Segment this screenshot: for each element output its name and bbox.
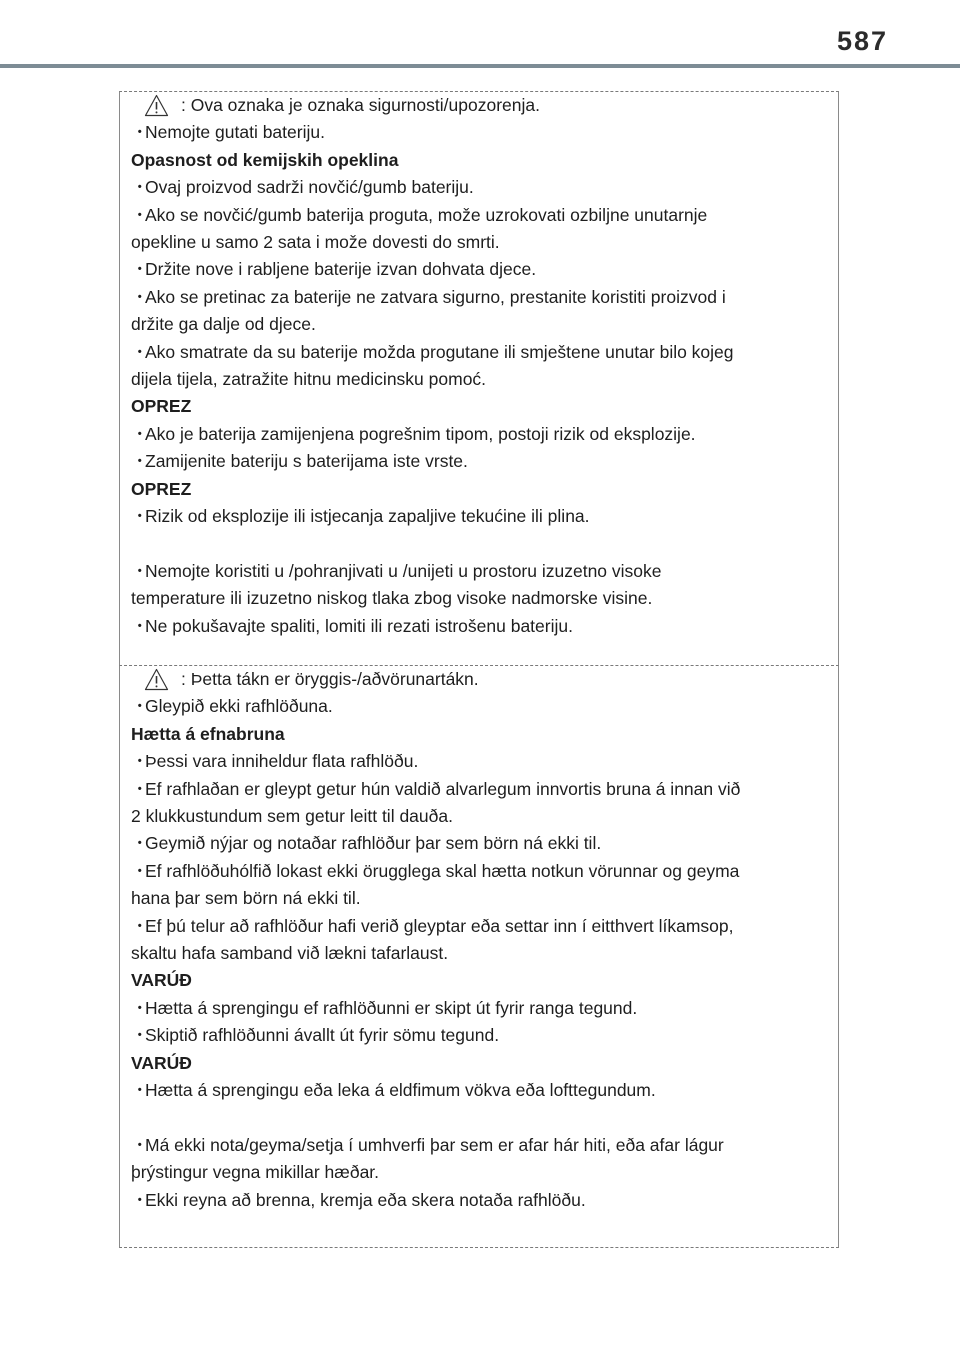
- line-text: Nemojte koristiti u /pohranjivati u /unijeti u prostoru izuzetno visoke: [145, 560, 662, 581]
- heading-text: [131, 1050, 824, 1077]
- bullet-marker: ・: [131, 286, 149, 307]
- item-text-line: [131, 448, 824, 475]
- list-item: [131, 421, 824, 448]
- line-text: OPREZ: [131, 478, 192, 499]
- list-item: [131, 913, 824, 968]
- list-item: [131, 558, 824, 613]
- list-item: [131, 693, 824, 720]
- item-text-line: [131, 1022, 824, 1049]
- bullet-marker: ・: [131, 177, 149, 198]
- item-text-line: [131, 830, 824, 857]
- line-text: Þessi vara inniheldur flata rafhlöðu.: [145, 751, 419, 772]
- line-text: Hætta á sprengingu eða leka á eldfimum vökva eða lofttegundum.: [145, 1080, 656, 1101]
- line-text: Ekki reyna að brenna, kremja eða skera notaða rafhlöðu.: [145, 1189, 586, 1210]
- item-text-line: [131, 885, 824, 912]
- line-text: temperature ili izuzetno niskog tlaka zbog visoke nadmorske visine.: [131, 588, 653, 609]
- line-text: Ako se pretinac za baterije ne zatvara sigurno, prestanite koristiti proizvod i: [145, 286, 726, 307]
- bullet-marker: ・: [131, 833, 149, 854]
- line-text: Hætta á sprengingu ef rafhlöðunni er skipt út fyrir ranga tegund.: [145, 997, 638, 1018]
- list-item: [131, 830, 824, 857]
- blank-line: [131, 531, 824, 558]
- item-text-line: [131, 256, 824, 283]
- bullet-marker: ・: [131, 560, 149, 581]
- item-text-line: [131, 913, 824, 940]
- list-item: [131, 1022, 824, 1049]
- bullet-marker: ・: [131, 615, 149, 636]
- line-text: skaltu hafa samband við lækni tafarlaust.: [131, 943, 449, 964]
- line-text: Ef þú telur að rafhlöður hafi verið gleyptar eða settar inn í eitthvert líkamsop,: [145, 915, 734, 936]
- line-text: Držite nove i rabljene baterije izvan dohvata djece.: [145, 259, 537, 280]
- item-text-line: [131, 202, 824, 229]
- line-text: Rizik od eksplozije ili istjecanja zapaljive tekućine ili plina.: [145, 506, 590, 527]
- line-text: Ne pokušavajte spaliti, lomiti ili rezati istrošenu bateriju.: [145, 615, 573, 636]
- item-text-line: [131, 1132, 824, 1159]
- list-item: [131, 448, 824, 475]
- line-text: Ovaj proizvod sadrži novčić/gumb bateriju.: [145, 177, 474, 198]
- list-item: [131, 119, 824, 146]
- list-item: [131, 748, 824, 775]
- bullet-marker: ・: [131, 1134, 149, 1155]
- header-rule: [0, 64, 960, 68]
- line-text: držite ga dalje od djece.: [131, 314, 316, 335]
- line-text: Geymið nýjar og notaðar rafhlöður þar sem börn ná ekki til.: [145, 833, 602, 854]
- item-text-line: [131, 421, 824, 448]
- warning-triangle-icon: [144, 668, 169, 691]
- croatian-safety-notice: [119, 91, 839, 666]
- list-item: [131, 613, 824, 640]
- heading-text: [131, 147, 824, 174]
- line-text: Skiptið rafhlöðunni ávallt út fyrir sömu tegund.: [145, 1025, 500, 1046]
- line-text: Ako je baterija zamijenjena pogrešnim tipom, postoji rizik od eksplozije.: [145, 423, 696, 444]
- list-item: [131, 503, 824, 530]
- item-text-line: [131, 1187, 824, 1214]
- line-text: Hætta á efnabruna: [131, 723, 285, 744]
- icelandic-safety-notice: [119, 666, 839, 1248]
- line-text: Opasnost od kemijskih opeklina: [131, 149, 399, 170]
- list-item: [131, 995, 824, 1022]
- bullet-marker: ・: [131, 122, 149, 143]
- heading-text: [131, 721, 824, 748]
- item-text-line: [131, 613, 824, 640]
- symbol-explanation-text: : Ova oznaka je oznaka sigurnosti/upozorenja.: [181, 95, 540, 115]
- item-text-line: [131, 503, 824, 530]
- item-text-line: [131, 119, 824, 146]
- bullet-marker: ・: [131, 204, 149, 225]
- list-item: [131, 858, 824, 913]
- warning-triangle-icon: [144, 94, 169, 117]
- item-text-line: [131, 284, 824, 311]
- list-item: [131, 1187, 824, 1214]
- page-number: 587: [836, 26, 888, 56]
- blank-line: [131, 1105, 824, 1132]
- item-text-line: [131, 366, 824, 393]
- heading-text: [131, 967, 824, 994]
- bullet-marker: ・: [131, 1025, 149, 1046]
- list-item: [131, 1077, 824, 1104]
- line-text: Ako se novčić/gumb baterija proguta, može uzrokovati ozbiljne unutarnje: [145, 204, 708, 225]
- item-text-line: [131, 803, 824, 830]
- bullet-marker: ・: [131, 997, 149, 1018]
- line-text: Nemojte gutati bateriju.: [145, 122, 325, 143]
- bullet-marker: ・: [131, 915, 149, 936]
- bullet-marker: ・: [131, 451, 149, 472]
- item-text-line: [131, 1159, 824, 1186]
- symbol-explanation-text: : Þetta tákn er öryggis-/aðvörunartákn.: [181, 669, 479, 689]
- line-text: OPREZ: [131, 396, 192, 417]
- symbol-explanation: [144, 92, 824, 119]
- list-item: [131, 1132, 824, 1187]
- item-text-line: [131, 339, 824, 366]
- bullet-marker: ・: [131, 506, 149, 527]
- item-text-line: [131, 693, 824, 720]
- list-item: [131, 174, 824, 201]
- line-text: dijela tijela, zatražite hitnu medicinsku pomoć.: [131, 369, 487, 390]
- item-text-line: [131, 858, 824, 885]
- item-text-line: [131, 174, 824, 201]
- symbol-explanation: [144, 666, 824, 693]
- line-text: VARÚÐ: [131, 970, 192, 991]
- list-item: [131, 256, 824, 283]
- heading-text: [131, 476, 824, 503]
- line-text: opekline u samo 2 sata i može dovesti do smrti.: [131, 232, 500, 253]
- item-text-line: [131, 748, 824, 775]
- list-item: [131, 339, 824, 394]
- bullet-marker: ・: [131, 860, 149, 881]
- bullet-marker: ・: [131, 778, 149, 799]
- section-heading: [131, 967, 824, 994]
- list-item: [131, 776, 824, 831]
- heading-text: [131, 393, 824, 420]
- list-item: [131, 202, 824, 257]
- bullet-marker: ・: [131, 751, 149, 772]
- bullet-marker: ・: [131, 341, 149, 362]
- item-text-line: [131, 229, 824, 256]
- item-text-line: [131, 558, 824, 585]
- line-text: Zamijenite bateriju s baterijama iste vrste.: [145, 451, 468, 472]
- item-text-line: [131, 995, 824, 1022]
- item-text-line: [131, 776, 824, 803]
- section-heading: [131, 476, 824, 503]
- item-text-line: [131, 311, 824, 338]
- section-heading: [131, 1050, 824, 1077]
- section-heading: [131, 721, 824, 748]
- bullet-marker: ・: [131, 423, 149, 444]
- bullet-marker: ・: [131, 1080, 149, 1101]
- line-text: Ako smatrate da su baterije možda progutane ili smještene unutar bilo kojeg: [145, 341, 734, 362]
- line-text: þrýstingur vegna mikillar hæðar.: [131, 1162, 380, 1183]
- item-text-line: [131, 1077, 824, 1104]
- line-text: Ef rafhlöðuhólfið lokast ekki örugglega skal hætta notkun vörunnar og geyma: [145, 860, 740, 881]
- line-text: 2 klukkustundum sem getur leitt til dauða.: [131, 806, 453, 827]
- line-text: Ef rafhlaðan er gleypt getur hún valdið alvarlegum innvortis bruna á innan við: [145, 778, 741, 799]
- warning-list: [131, 693, 824, 1214]
- line-text: hana þar sem börn ná ekki til.: [131, 888, 361, 909]
- bullet-marker: ・: [131, 696, 149, 717]
- line-text: Gleypið ekki rafhlöðuna.: [145, 696, 333, 717]
- item-text-line: [131, 940, 824, 967]
- bullet-marker: ・: [131, 1189, 149, 1210]
- item-text-line: [131, 585, 824, 612]
- line-text: VARÚÐ: [131, 1052, 192, 1073]
- section-heading: [131, 147, 824, 174]
- line-text: Má ekki nota/geyma/setja í umhverfi þar sem er afar hár hiti, eða afar lágur: [145, 1134, 724, 1155]
- list-item: [131, 284, 824, 339]
- bullet-marker: ・: [131, 259, 149, 280]
- section-heading: [131, 393, 824, 420]
- warning-list: [131, 119, 824, 640]
